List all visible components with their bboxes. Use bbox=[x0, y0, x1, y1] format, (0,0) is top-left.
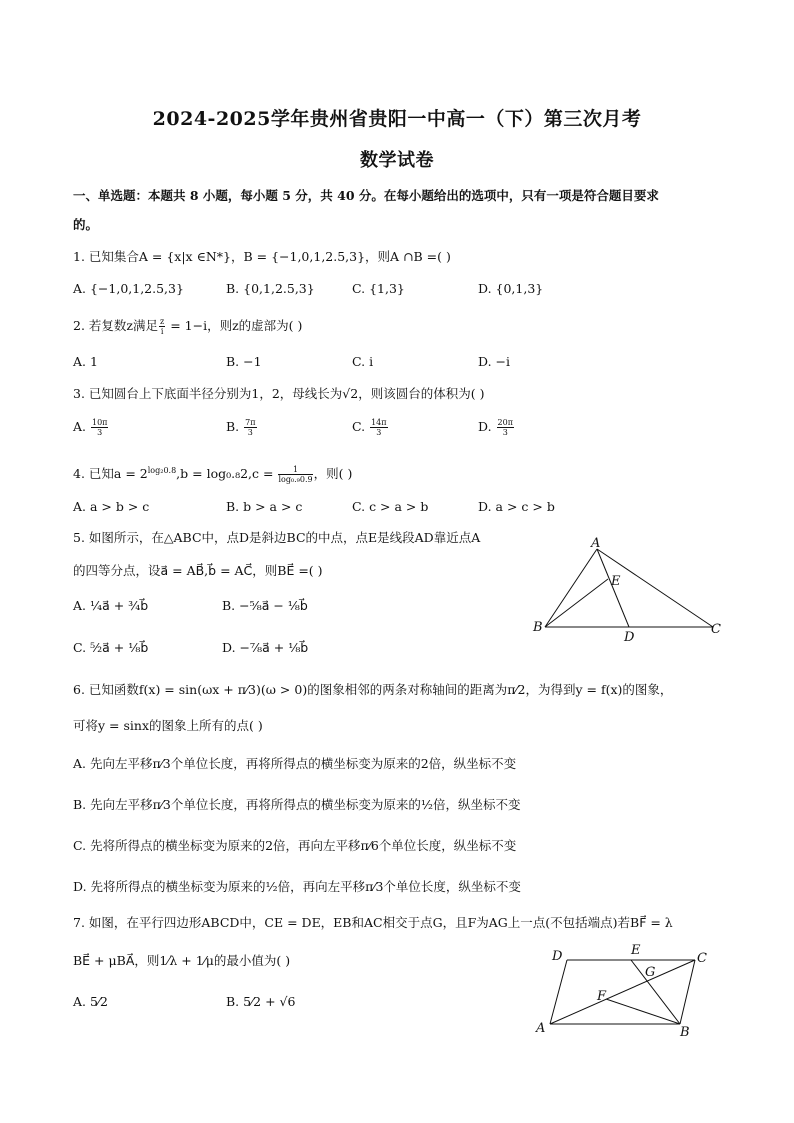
q4-option-a: A. a > b > c bbox=[73, 499, 150, 514]
q1-stem: 1. 已知集合A = {x|x ∈N*}，B = {−1,0,1,2.5,3}，则A ∩B =( ) bbox=[73, 249, 451, 264]
q2-frac-num: z bbox=[160, 317, 165, 326]
q3-c-label: C. bbox=[352, 419, 366, 434]
q7-stem-line2: BE⃗ + μBA⃗，则1⁄λ + 1⁄μ的最小值为( ) bbox=[73, 953, 291, 968]
q3-c-den: 3 bbox=[376, 428, 382, 437]
q3-b-label: B. bbox=[226, 419, 240, 434]
q4-option-d: D. a > c > b bbox=[478, 499, 555, 514]
q4-stem-pre: 4. 已知a = 2 bbox=[73, 466, 148, 482]
q5-side-ab bbox=[545, 549, 597, 627]
section-instructions-line1: 一、单选题：本题共 8 小题，每小题 5 分，共 40 分。在每小题给出的选项中，只有一项是符合题目要求 bbox=[73, 188, 659, 203]
q3-option-a bbox=[73, 418, 109, 437]
q2-option-a: A. 1 bbox=[73, 354, 98, 369]
q7-stem-line1: 7. 如图，在平行四边形ABCD中，CE = DE，EB和AC相交于点G，且F为AG上一点(不包括端点)若BF⃗ = λ bbox=[73, 915, 673, 930]
q3-d-den: 3 bbox=[502, 428, 508, 437]
q7-label-g: G bbox=[645, 965, 656, 980]
q6-option-b: B. 先向左平移π⁄3个单位长度，再将所得点的横坐标变为原来的½倍，纵坐标不变 bbox=[73, 797, 521, 812]
q4-stem-mid: ,b = log₀.₈2,c = bbox=[176, 466, 278, 482]
q3-a-label: A. bbox=[73, 419, 87, 434]
q3-b-num: 7π bbox=[245, 418, 256, 427]
q4-frac-den: log₀.₉0.9 bbox=[278, 475, 313, 485]
q4-fraction bbox=[278, 465, 312, 484]
q3-c-num: 14π bbox=[371, 418, 387, 427]
q4-stem bbox=[73, 462, 352, 484]
q1-option-b: B. {0,1,2.5,3} bbox=[226, 281, 315, 296]
q3-d-num: 20π bbox=[497, 418, 513, 427]
q5-segment-be bbox=[545, 579, 608, 627]
q2-option-c: C. i bbox=[352, 354, 374, 369]
q3-option-b bbox=[226, 418, 258, 437]
q5-label-c: C bbox=[711, 622, 721, 637]
q2-fraction bbox=[159, 317, 165, 336]
q3-a-frac bbox=[91, 418, 108, 437]
q6-stem-line1: 6. 已知函数f(x) = sin(ωx + π⁄3)(ω > 0)的图象相邻的两条对称轴间的距离为π⁄2，为得到y = f(x)的图象， bbox=[73, 682, 673, 697]
q4-exponent: log₂0.8 bbox=[147, 466, 177, 475]
q6-option-d: D. 先将所得点的横坐标变为原来的½倍，再向左平移π⁄3个单位长度，纵坐标不变 bbox=[73, 879, 521, 894]
q3-option-c bbox=[352, 418, 389, 437]
q5-stem-line2: 的四等分点，设a⃗ = AB⃗,b⃗ = AC⃗，则BE⃗ =( ) bbox=[73, 563, 323, 578]
q7-option-a: A. 5⁄2 bbox=[73, 994, 108, 1009]
q5-label-e: E bbox=[611, 574, 621, 589]
q3-c-frac bbox=[370, 418, 387, 437]
q1-option-c: C. {1,3} bbox=[352, 281, 405, 296]
q4-stem-post: ，则( ) bbox=[313, 466, 353, 482]
q2-option-d: D. −i bbox=[478, 354, 510, 369]
q7-label-d: D bbox=[552, 949, 563, 964]
q1-option-d: D. {0,1,3} bbox=[478, 281, 544, 296]
q5-stem-line1: 5. 如图所示，在△ABC中，点D是斜边BC的中点，点E是线段AD靠近点A bbox=[73, 530, 481, 545]
q7-option-b: B. 5⁄2 + √6 bbox=[226, 994, 296, 1009]
q5-label-d: D bbox=[624, 630, 635, 645]
q6-stem-line2: 可将y = sinx的图象上所有的点( ) bbox=[73, 718, 263, 733]
q3-stem: 3. 已知圆台上下底面半径分别为1，2，母线长为√2，则该圆台的体积为( ) bbox=[73, 386, 485, 401]
q7-label-f: F bbox=[597, 989, 607, 1004]
q7-label-b: B bbox=[680, 1025, 690, 1040]
q3-d-frac bbox=[497, 418, 514, 437]
q7-side-ad bbox=[550, 960, 567, 1024]
q3-b-den: 3 bbox=[247, 428, 253, 437]
section-instructions-line2: 的。 bbox=[73, 217, 99, 232]
q6-option-a: A. 先向左平移π⁄3个单位长度，再将所得点的横坐标变为原来的2倍，纵坐标不变 bbox=[73, 756, 517, 771]
q1-option-a: A. {−1,0,1,2.5,3} bbox=[73, 281, 184, 296]
q7-side-bc bbox=[680, 960, 695, 1024]
q2-option-b: B. −1 bbox=[226, 354, 262, 369]
q5-option-d: D. −⅞a⃗ + ⅛b⃗ bbox=[222, 640, 309, 655]
q2-stem-post: = 1−i，则z的虚部为( ) bbox=[166, 318, 303, 333]
q2-frac-den: i bbox=[160, 327, 164, 336]
q5-label-a: A bbox=[591, 536, 601, 551]
q7-label-c: C bbox=[697, 951, 707, 966]
q7-label-a: A bbox=[536, 1021, 546, 1036]
q3-a-den: 3 bbox=[97, 428, 103, 437]
q7-parallelogram-figure bbox=[530, 938, 720, 1042]
q3-d-label: D. bbox=[478, 419, 492, 434]
q5-option-a: A. ¼a⃗ + ¾b⃗ bbox=[73, 598, 149, 613]
q4-option-c: C. c > a > b bbox=[352, 499, 429, 514]
q2-stem bbox=[73, 317, 302, 336]
q7-segment-fb bbox=[606, 999, 680, 1024]
exam-subtitle: 数学试卷 bbox=[360, 150, 434, 171]
q5-option-b: B. −⅝a⃗ − ⅛b⃗ bbox=[222, 598, 308, 613]
q5-triangle-figure bbox=[525, 535, 730, 650]
q3-a-num: 10π bbox=[92, 418, 108, 427]
q3-b-frac bbox=[244, 418, 256, 437]
q7-label-e: E bbox=[631, 943, 641, 958]
q4-frac-num: 1 bbox=[278, 465, 312, 475]
q3-option-d bbox=[478, 418, 515, 437]
q5-option-c: C. ⁵⁄₂a⃗ + ⅛b⃗ bbox=[73, 640, 149, 655]
q5-label-b: B bbox=[533, 620, 543, 635]
q6-option-c: C. 先将所得点的横坐标变为原来的2倍，再向左平移π⁄6个单位长度，纵坐标不变 bbox=[73, 838, 517, 853]
q2-stem-pre: 2. 若复数z满足 bbox=[73, 318, 158, 333]
q4-option-b: B. b > a > c bbox=[226, 499, 303, 514]
exam-title: 2024-2025学年贵州省贵阳一中高一（下）第三次月考 bbox=[152, 108, 642, 130]
